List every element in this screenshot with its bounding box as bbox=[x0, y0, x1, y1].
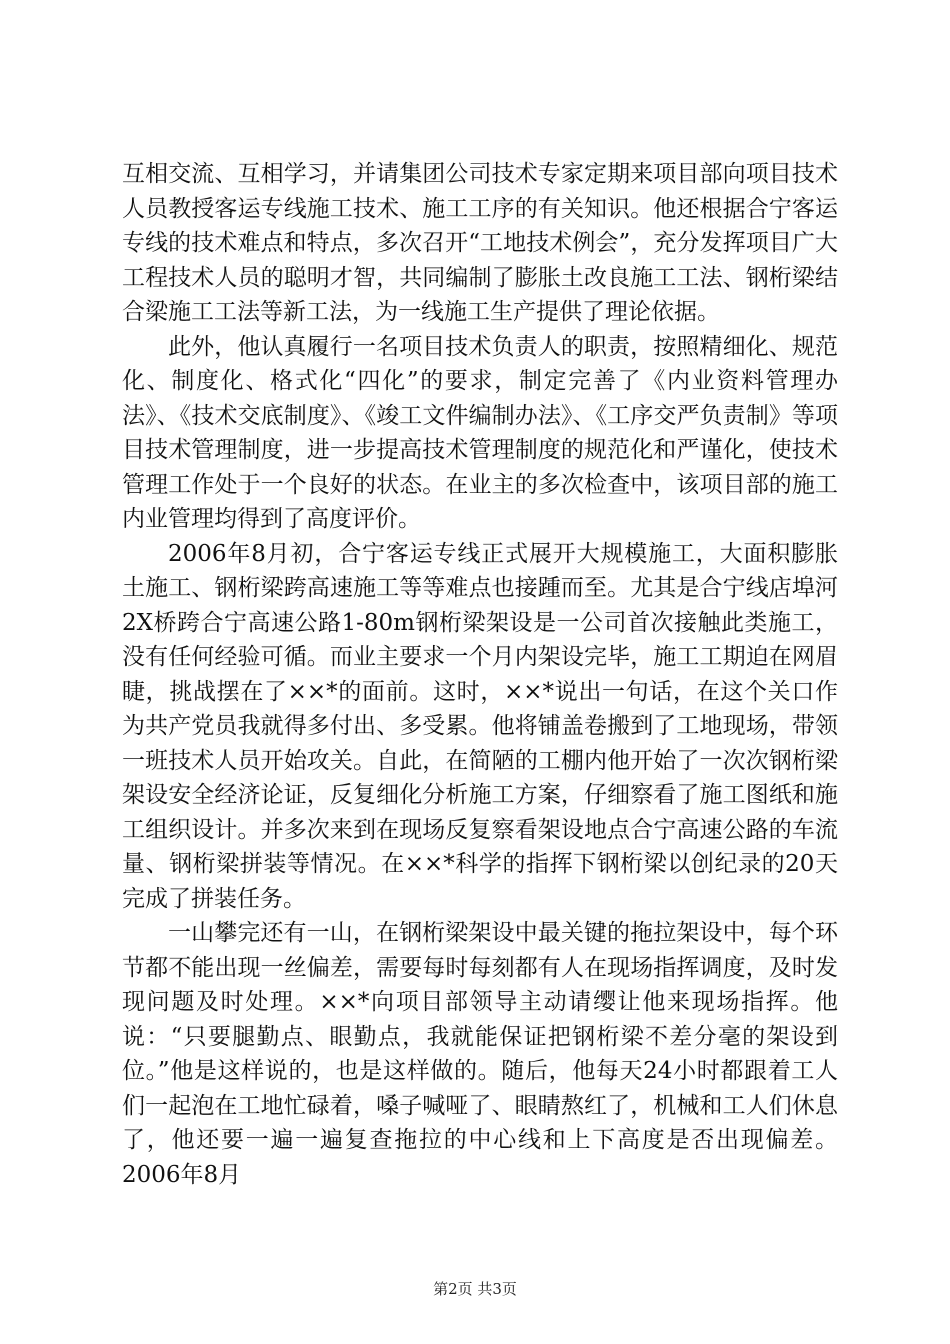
paragraph-3: 2006年8月初，合宁客运专线正式展开大规模施工，大面积膨胀土施工、钢桁梁跨高速施工等等难点也接踵而至。尤其是合宁线店埠河2X桥跨合宁高速公路1-80m钢桁梁架设是一公司首次接触此类施工，没有任何经验可循。而业主要求一个月内架设完毕，施工工期迫在网眉睫，挑战摆在了××*的面前。这时，××*说出一句话，在这个关口作为共产党员我就得多付出、多受累。他将铺盖卷搬到了工地现场，带领一班技术人员开始攻关。自此，在简陋的工棚内他开始了一次次钢桁梁架设安全经济论证，反复细化分析施工方案，仔细察看了施工图纸和施工组织设计。并多次来到在现场反复察看架设地点合宁高速公路的车流量、钢桁梁拼装等情况。在××*科学的指挥下钢桁梁以创纪录的20天完成了拼装任务。 bbox=[122, 540, 838, 912]
page-footer: 第2页 共3页 bbox=[433, 1280, 517, 1298]
paragraph-1: 互相交流、互相学习，并请集团公司技术专家定期来项目部向项目技术人员教授客运专线施工技术、施工工序的有关知识。他还根据合宁客运专线的技术难点和特点，多次召开“工地技术例会”，充分发挥项目广大工程技术人员的聪明才智，共同编制了膨胀土改良施工工法、钢桁梁结合梁施工工法等新工法，为一线施工生产提供了理论依据。 bbox=[122, 161, 838, 325]
paragraph-4: 一山攀完还有一山，在钢桁梁架设中最关键的拖拉架设中，每个环节都不能出现一丝偏差，需要每时每刻都有人在现场指挥调度，及时发现问题及时处理。××*向项目部领导主动请缨让他来现场指挥。他说：“只要腿勤点、眼勤点，我就能保证把钢桁梁不差分毫的架设到位。”他是这样说的，也是这样做的。随后，他每天24小时都跟着工人们一起泡在工地忙碌着，嗓子喊哑了、眼睛熬红了，机械和工人们休息了，他还要一遍一遍复查拖拉的中心线和上下高度是否出现偏差。2006年8月 bbox=[122, 920, 838, 1188]
document-body bbox=[122, 157, 838, 1192]
paragraph-2: 此外，他认真履行一名项目技术负责人的职责，按照精细化、规范化、制度化、格式化“四化”的要求，制定完善了《内业资料管理办法》、《技术交底制度》、《竣工文件编制办法》、《工序交严负责制》等项目技术管理制度，进一步提高技术管理制度的规范化和严谨化，使技术管理工作处于一个良好的状态。在业主的多次检查中，该项目部的施工内业管理均得到了高度评价。 bbox=[122, 333, 838, 532]
